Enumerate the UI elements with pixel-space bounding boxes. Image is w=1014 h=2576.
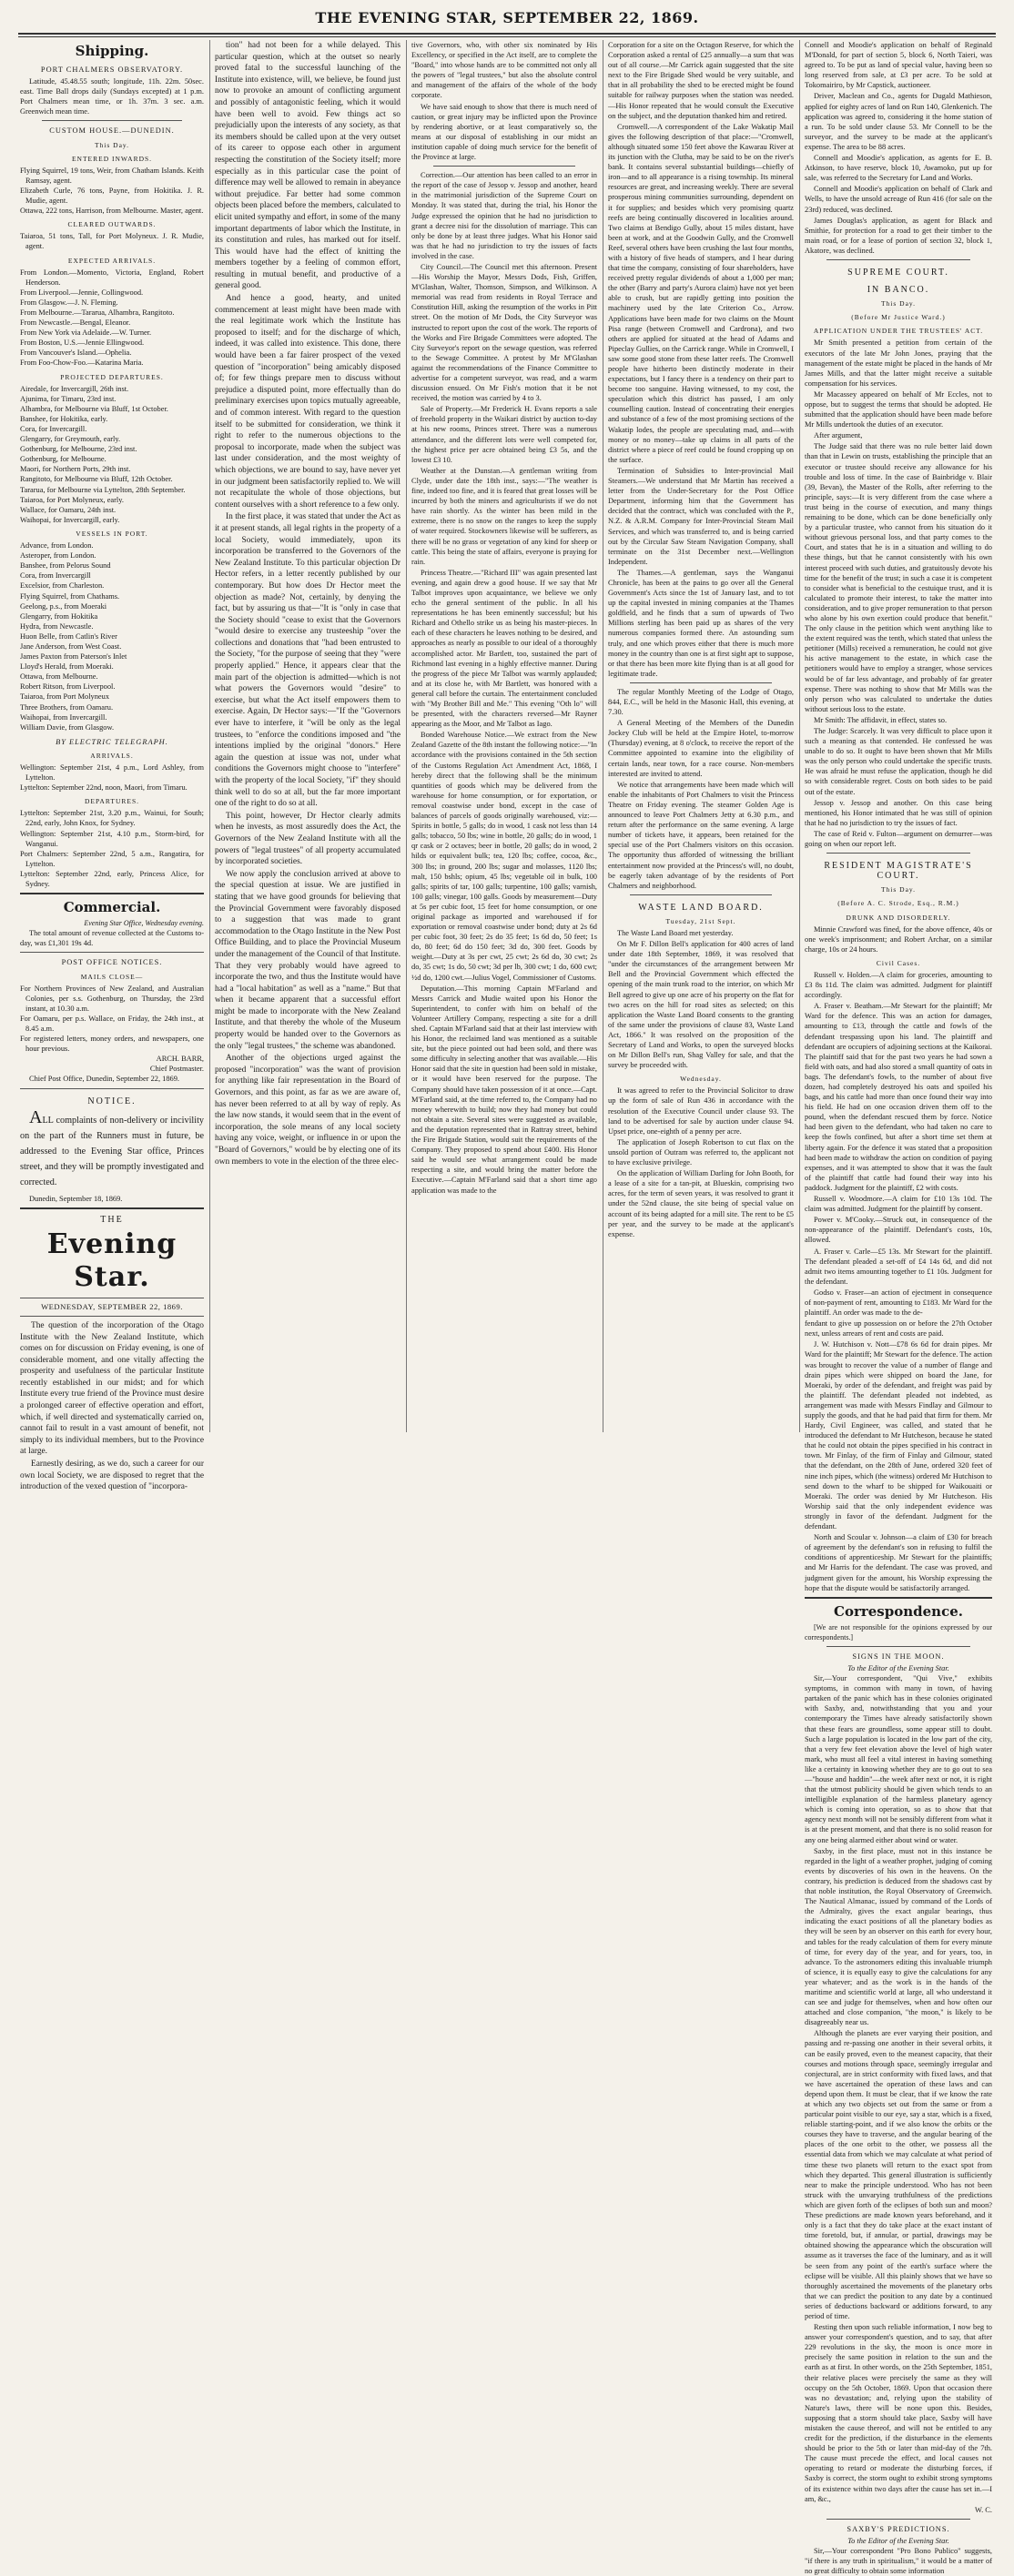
- divider: [20, 1316, 204, 1317]
- news-item-continued: Corporation for a site on the Octagon Reserve, for which the Corporation asked a rental of £25 annually—a sum that was out of all course.—Mr Carrick again suggested that the site next to the Fire Brigade Shed would be very suitable, and that in all probability the shed to be erected might be found suitable for railway purposes when the station was needed.—His Honor repeated that he would consult the Executive on the subject, and the deputation thanked him and retired.: [608, 41, 794, 120]
- letter-addressee: To the Editor of the Evening Star.: [847, 2536, 949, 2545]
- waste-land-paragraph: The application of Joseph Robertson to cut flax on the unsold portion of Outram was referred to, the applicant not to have exclusive privilege.: [608, 1137, 794, 1167]
- news-item-deputation: Deputation.—This morning Captain M'Farland and Messrs Carrick and Mudie waited upon his Honor the Superintendent, to confer with him on behalf of the Volunteer Artillery Company, respecting a site for a drill shed. Captain M'Farland said that at their last interview with his Honor, the reclaimed land was mentioned as a suitable site, but the piece pointed out had been sold, and there was some difficulty in selecting another that was available.—His Honor said that the site in question had been sold in mistake, or it would have been reserved for the purpose. The Company should have taken possession of it at once.—Capt. M'Farland said, at the time referred to, the Company had no money wherewith to build; now they had money but could not obtain a site. Several sites were suggested as available, and the deputation represented that in Rattray street, behind the Fire Brigade Station, would suit the requirements of the Company. They proposed to spend about £400. His Honor said he would see what arrangement could be made respecting a site, and would bring the matter before the Executive.—Captain M'Farland said that a short time ago application was made to the: [411, 984, 597, 1195]
- news-item-thames: The Thames.—A gentleman, says the Wanganui Chronicle, has been at the pains to go over all the General Government's Acts since the 1st of January last, and to tot up the capital invested in mining companies at the Thames goldfield, and he finds that a sum of upwards of Two Millions sterling has been paid up as shares of the very numerous companies formed there. An astounding sum truly, and one which proves either that there is much more money in the country than one is at first sight apt to suppose, or that there has been more kite flying than is at all good for legitimate trade.: [608, 568, 794, 678]
- waste-land-paragraph: It was agreed to refer to the Provincial Solicitor to draw up the form of sale of Run 436 in accordance with the resolution of the Executive Council under clause 93. The land to be advertised for sale by auction under clause 94. Upset price, one-eighth of a penny per acre.: [608, 1086, 794, 1136]
- rm-before: (Before A. C. Strode, Esq., R.M.): [837, 899, 959, 908]
- commercial-text: The total amount of revenue collected at the Customs to-day, was £1,301 19s 4d.: [20, 929, 204, 948]
- postmaster-name: ARCH. BARR,: [156, 1055, 204, 1064]
- observatory-heading: PORT CHALMERS OBSERVATORY.: [40, 66, 184, 74]
- post-office-date: Chief Post Office, Dunedin, September 22, 1869.: [29, 1075, 179, 1084]
- divider: [20, 952, 204, 953]
- list-item: Alhambra, for Melbourne via Bluff, 1st October.: [20, 404, 168, 413]
- news-item-weather: Weather at the Dunstan.—A gentleman writing from Clyde, under date the 18th inst., says:—"The weather is fine, indeed too fine, and it is feared that great losses will be incurred by both the miners and agriculturists if we do not have rain shortly. As the winter has been mild in the extreme, there is no snow on the ranges to keep the supply of water required. Stockowners likewise will be sufferers, as there will be no grass or vegetation of any kind for sheep or cattle. This being the state of affairs, everyone is praying for rain.: [411, 466, 597, 566]
- court-paragraph: Mr Smith: The affidavit, in effect, states so.: [814, 715, 948, 724]
- list-item: Ottawa, from Melbourne.: [20, 672, 98, 682]
- list-item: Rangitoto, for Melbourne via Bluff, 12th October.: [20, 475, 173, 484]
- rm-paragraph: J. W. Hutchison v. Nott—£78 6s 6d for drain pipes. Mr Ward for the plaintiff; Mr Stewart for the defence. The action was brought to recover the value of a number of flange and drain pipes which were shipped on board the Jane, for Moeraki, by order of the defendant, and freight was paid by the plaintiff. The defendant pleaded not indebted, as arrangement was made with Messrs Findlay and Gilmour to supply the goods, and that he had paid that firm for them. Mr Hardy, Civil Engineer, was called, and stated that he introduced the defendant to Mr Hutcheson, because he stated that he could not obtain the pipes specified in his contract in town. Mr Finlay, of the firm of Finlay and Gilmour, stated that the defendant, on the 28th of June, ordered 320 feet of nine inch pipes, which (the witness) ordered Mr Hutchison to send down to the wharf to be shipped for Waikouaiti or Moeraki. The order was denied by Mr Hutcheson. His Worship said that the only independent evidence was strongly in favor of the defendant. Judgment for the defendant.: [805, 1340, 992, 1531]
- cleared-list: [20, 231, 204, 251]
- postmaster-title: Chief Postmaster.: [149, 1065, 204, 1074]
- rm-paragraph: Russell v. Woodmore.—A claim for £10 13s 10d. The claim was admitted. Judgment for the plaintiff by consent.: [805, 1195, 992, 1214]
- list-item: Asteroper, from London.: [20, 551, 96, 561]
- rm-paragraph: A. Fraser v. Beatham.—Mr Stewart for the plaintiff; Mr Ward for the defence. This was an action for damages, amounting to £13, through the cattle and fowls of the defendant trespassing upon his land. The plaintiff and defendant are occupiers of adjoining sections at the Kaikorai. The plaintiff said that for the past two years he had sown a field with oats, and had also stored a small quantity of oats in bags. The defendant's fowls, to the number of about five dozen, had completely destroyed his oats and spoiled his bags, and his cattle had more than once found their way into his field. He had on one occasion driven them off to the pound, when the defendant rescued them by force. Notice had been given to the defendant, who had taken no care to keep the fowls confined, but after a short time set them at liberty again. For the defence it was stated that a proposition had been made to withdraw the action on condition of paying expenses, and it was attempted to show that it was the fault of the plaintiff that cattle had found their way into his paddock. Judgment for the plaintiff, £2 with costs.: [805, 1002, 992, 1192]
- divider: [42, 120, 182, 121]
- letter-paragraph: Sir,—Your correspondent, "Qui Vive," exhibits symptoms, in common with many in town, of having partaken of the panic which has in these colonies originated with Saxby, and, notwithstanding that you and your contemporary the Times have already satisfactorily shown that these fears are groundless, some appear still to doubt. Such a large population is located in the low part of the city, that a very few feet elevation above the level of high water mark, who must all feel a vital interest in having something like a certainty in knowing whether they are to go out to sea—"house and haddin"—the week after next or not, it is right that the utmost publicity should be given which tends to an intelligible explanation of the harmless planetary agency which is coming into operation, so as to show that that agency next month will not be sensibly different from what it is at the present moment, and that there is no solid reason for any one being alarmed either about wind or water.: [805, 1674, 992, 1844]
- list-item: William Davie, from Glasgow.: [20, 722, 115, 732]
- customs-heading: CUSTOM HOUSE.—DUNEDIN.: [49, 126, 175, 136]
- list-item: Elizabeth Curle, 76 tons, Payne, from Hokitika. J. R. Mudie, agent.: [20, 186, 204, 206]
- leader-paragraph: We now apply the conclusion arrived at above to the special question at issue. We are justified in stating that we have good grounds for believing that the Provincial Government were favorably disposed to a suggestion that was made to grant accommodation to the Otago Institute in the New Post Office Building, and to place the Provincial Museum under the management of the Council of that Institute. That they very probably would have agreed to incorporate the two, and thus the Institute would have had a "local habitation" as well as a "name." But that when it became apparent that a successful effort might be made to incorporate with the New Zealand Institute, and that thereby the whole of the Museum property would be handed over to the Governors as the only "legal trustees," the scheme was abandoned.: [215, 869, 401, 1051]
- entered-list: [20, 166, 204, 216]
- list-item: Hydra, from Newcastle.: [20, 621, 94, 631]
- list-item: Advance, from London.: [20, 541, 94, 551]
- leader-paragraph: tive Governors, who, with other six nominated by His Excellency, or specified in the Act itself, are to complete the "Board," into whose hands are to be committed not only all the powers of "legal trustees," but also the absolute control and management of the affairs of the whole of the body corporate.: [411, 41, 597, 100]
- news-item-port-chalmers: We notice that arrangements have been made which will enable the inhabitants of Port Chalmers to visit the Princess Theatre on Friday evening. The steamer Golden Age is announced to leave Port Chalmers Jetty at 6.30 p.m., and return after the performance on the same evening. A large number of tickets have, it appears, been retained for the special use of the Port Chalmers visitors on this occasion. The opportunity thus afforded of witnessing the brilliant entertainment now provided at the Princess's will, no doubt, be eagerly taken advantage of by the residents of Port Chalmers and neighborhood.: [608, 780, 794, 890]
- telegraph-heading: BY ELECTRIC TELEGRAPH.: [56, 737, 168, 746]
- cleared-heading: CLEARED OUTWARDS.: [67, 220, 157, 229]
- letter-paragraph: Resting then upon such reliable information, I now beg to answer your correspondent's question, and to say, that after 229 revolutions in the sky, the moon is once more in precisely the same position in relation to the sun and the earth as at first. In other words, on the 25th September, 1851, their relative places were precisely the same as they will occupy on the 5th October, 1869. Upon that occasion there was no devastation; and, relying upon the stability of Nature's laws, there will be none upon this. Besides, supposing that a storm should take place, Saxby will have mistaken the cause thereof, and will not be entitled to any credit for the prediction, if the disturbance in the elements should be prior to the 5th or later than mid-day of the 7th. The cause must precede the effect, and local causes not operating to retard or moderate the disturbing forces, if Saxby is correct, the storm ought to exhibit strong symptoms of its existence within two days after the cause has set in.—I am, &c.,: [805, 2323, 992, 2503]
- correspondence-heading: Correspondence.: [834, 1602, 963, 1620]
- column-2: [215, 40, 401, 1432]
- list-item: Banshee, from Pelorus Sound: [20, 561, 111, 571]
- list-item: James Paxton from Paterson's Inlet: [20, 652, 127, 662]
- waste-land-day: Wednesday.: [680, 1075, 722, 1084]
- list-item: Gothenburg, for Melbourne.: [20, 455, 106, 464]
- tel-departures-heading: DEPARTURES.: [84, 797, 140, 806]
- column-divider: [406, 40, 407, 1432]
- waste-land-paragraph: The Waste Land Board met yesterday.: [617, 928, 734, 937]
- list-item: For Oamaru, per p.s. Wallace, on Friday, the 24th inst., at 8.45 a.m.: [20, 1014, 204, 1033]
- court-day: This Day.: [880, 299, 917, 308]
- list-item: Ottawa, 222 tons, Harrison, from Melbourne. Master, agent.: [20, 207, 204, 216]
- list-item: From New York via Adelaide.—W. Turner.: [20, 328, 152, 338]
- list-item: Flying Squirrel, from Chathams.: [20, 591, 120, 601]
- leader-paragraph: This point, however, Dr Hector clearly admits when he invests, as most assuredly does the Act, the Governors of the New Zealand Institute with all the powers of "legal trustees" of all property accumulated by incorporated societies.: [215, 811, 401, 867]
- mails-heading: MAILS CLOSE—: [80, 972, 144, 981]
- divider: [20, 1207, 204, 1209]
- news-item-theatre: Princess Theatre.—"Richard III" was again presented last evening, and again drew a good house. If we say that Mr Talbot improves upon acquaintance, we believe we only echo the general sentiment of the public. In all his representations he has been eminently successful; but his Richard and Othello strike us as being his master-pieces. In each of these characters he leaves nothing to be desired, and approaches as nearly as possible to our ideal of a thoroughly accomplished actor. Mr Bartlett, too, sustained the part of Richmond last evening in a highly effective manner. During the progress of the piece Mr Talbot was warmly applauded; and at its close he, with Mr Bartlett, was honored with a general call before the curtain. The entertainment concluded with "My Brother Bill and Me." This evening "Oth lo" will be presented, with the characters reversed—Mr Rayner appearing as the Moor, and Mr Talbot as Iago.: [411, 568, 597, 729]
- post-office-heading: POST OFFICE NOTICES.: [61, 958, 163, 967]
- correspondence-disclaimer: [We are not responsible for the opinions expressed by our correspondents.]: [805, 1622, 992, 1642]
- list-item: Waihopai, from Invercargill.: [20, 712, 107, 722]
- civil-cases-heading: Civil Cases.: [876, 958, 921, 967]
- list-item: Robert Ritson, from Liverpool.: [20, 682, 116, 692]
- entered-heading: ENTERED INWARDS.: [71, 154, 153, 163]
- notice-date: Dunedin, September 18, 1869.: [29, 1194, 123, 1203]
- court-paragraph: Jessop v. Jessop and another. On this case being mentioned, his Honor intimated that he was still of opinion that he had no jurisdiction to try the issues of fact.: [805, 798, 992, 827]
- column-divider: [209, 40, 210, 1432]
- waste-land-paragraph: On the application of William Darling for John Booth, for a lease of a site for a tan-pit, at Blueskin, comprising two acres, for the term of seven years, it was resolved to grant it under the 52nd clause, the site being of special value on account of its being adapted for a mill site. The rent to be £5 per year, and the survey to be made at the applicant's expense.: [608, 1169, 794, 1238]
- list-item: Gothenburg, for Melbourne, 23rd inst.: [20, 445, 137, 454]
- list-item: Excelsior, from Charleston.: [20, 581, 105, 591]
- supreme-court-heading: SUPREME COURT.: [847, 267, 949, 278]
- rm-day: This Day.: [880, 885, 917, 894]
- column-5: [805, 40, 992, 2576]
- divider: [826, 2519, 970, 2520]
- list-item: Wallace, for Oamaru, 24th inst.: [20, 505, 117, 514]
- leader-paragraph: Another of the objections urged against the proposed "incorporation" was the want of provision for anything like fair representation in the Board of Governors, and this point, as far as we are aware of, has never been referred to at all by way of reply. As the law now stands, it would seem that in the event of incorporation, the sole means of any local society having any voice, weight, or influence in or upon the "Board of Governors," would be by electing one of its own members to vote in the election of the three elec-: [215, 1054, 401, 1167]
- list-item: Lyttelton: September 21st, 3.20 p.m., Wainui, for South; 22nd, early, John Knox, for Sydney.: [20, 809, 204, 828]
- signs-in-moon-heading: SIGNS IN THE MOON.: [852, 1652, 945, 1661]
- letter-paragraph: Although the planets are ever varying their position, and passing and re-passing one another in their several orbits, it can be easily proved, even to the meanest capacity, that their courses and motions through space, seemingly irregular and conjectural, are in strict conformity with fixed laws, and that we have ascertained the operation of these laws and can depend upon them. It must be clear, that if we know the rate at which any two objects set out from the same or from a particular point visible to our eye, say a star, which is a fixed, reliable starting-point, and if we also know the orbits or the courses they have to traverse, and the angular bearing of the places of the one orbit to the other, we possess all the essential data from which we may calculate at what period of time these two planets will return to the exact spot from which they departed. This general illustration is sufficiently near to make the principle understood. Who has not been struck with the unvarying truthfulness of the predictions which are given forth of the eclipses of both sun and moon? These predictions are made known years beforehand, and it only is a fact that they do take place at the exact instant of time foretold, but, if annular, or partial, drawings may be obtained showing the appearance which the obscuration will assume as it traverses the face of the luminary, and as it will be seen from any point of the earth's surface where the eclipse will be visible. All this plainly shows that we have so thoroughly ascertained the movements of the planetary orbs that we can predict the position to any date by a continued series of deductions backward or additions forward, to any period of time.: [805, 2029, 992, 2320]
- list-item: From Melbourne.—Tararua, Alhambra, Rangitoto.: [20, 308, 175, 317]
- list-item: Three Brothers, from Oamaru.: [20, 702, 114, 712]
- list-item: For Northern Provinces of New Zealand, and Australian Colonies, per s.s. Gothenburg, on Thursday, the 23rd instant, at 10.30 a.m.: [20, 984, 204, 1013]
- list-item: Taiaroa, for Port Molyneux, early.: [20, 495, 124, 504]
- rm-paragraph: Russell v. Holden.—A claim for groceries, amounting to £3 8s 11d. The claim was admitted. Judgment for plaintiff accordingly.: [805, 970, 992, 1000]
- list-item: Geelong, p.s., from Moeraki: [20, 601, 107, 611]
- letter-paragraph: Sir,—Your correspondent "Pro Bono Publico" suggests, "if there is any truth in spiritualism," it would be a matter of no great difficulty to obtain some information: [805, 2547, 992, 2576]
- list-item: Flying Squirrel, 19 tons, Weir, from Chatham Islands. Keith Ramsay, agent.: [20, 166, 204, 185]
- evening-star-title: Evening Star.: [46, 1227, 177, 1293]
- news-item-mail-steamers: Termination of Subsidies to Inter-provincial Mail Steamers.—We understand that Mr Martin has received a letter from the Under-Secretary for the Post Office Department, informing him that the Government has decided that the contract, which was concluded with the P., N.Z. & A.R.M. Company for Inter-Provincial Steam Mail Services, and which was transferred to, and is being carried out by the Circular Saw Steam Navigation Company, shall terminate on the 31st December next.—Wellington Independent.: [608, 466, 794, 566]
- notice-text: ALL complaints of non-delivery or incivility on the part of the Runners must in future, be addressed to the Evening Star office, Princes street, and they will be promptly investigated and corrected.: [20, 1106, 204, 1187]
- court-before: (Before Mr Justice Ward.): [851, 313, 946, 322]
- divider: [630, 894, 772, 895]
- waste-land-heading: WASTE LAND BOARD.: [638, 902, 764, 913]
- leader-paragraph: The question of the incorporation of the Otago Institute with the New Zealand Institute, which comes on for discussion on Friday evening, is one of considerable moment, and one vitally affecting the prosperity and usefulness of the particular Institute recently established in our midst; and for which Institute every true friend of the Province must desire a prolonged career of effective operation and effort, which, if well directed and systematically carried on, cannot fail to result in a vast amount of benefit, not simply to its individual members, but to the Province at large.: [20, 1320, 204, 1457]
- list-item: Glengarry, for Greymouth, early.: [20, 435, 121, 444]
- waste-land-paragraph: On Mr F. Dillon Bell's application for 400 acres of land under date 18th September, 1869, it was resolved that "under the circumstances of the arrangement between Mr Bell and the Provincial Government which effected the opening of the main trunk road to the interior, on which Mr Bell agreed to give up one acre of his property on the flat for two acres on the hill for road sites as selected; on this application the Waste Land Board consents to the granting of the same under the provisions of clause 83, Waste Land Act, 1866." It was resolved on the proposition of the Secretary of Land and Works, to open the surveyed blocks on Mr Dillon Bell's run, Shag Valley for sale, and that the survey be proceeded with.: [608, 940, 794, 1070]
- saxby-heading: SAXBY'S PREDICTIONS.: [847, 2524, 950, 2533]
- projected-heading: PROJECTED DEPARTURES.: [60, 372, 164, 381]
- leader-paragraph: Earnestly desiring, as we do, such a career for our own local Society, we are disposed to regret that the introduction of the vexed question of "incorpora-: [20, 1460, 204, 1492]
- list-item: Port Chalmers: September 22nd, 5 a.m., Rangatira, for Lyttelton.: [20, 849, 204, 868]
- leader-paragraph: We have said enough to show that there is much need of caution, or great injury may be inflicted upon the Province by rendering abortive, or at least comparatively so, the means at our disposal of establishing in our midst an institution capable of doing much service for the benefit of the Province at large.: [411, 102, 597, 162]
- news-item-bonded-warehouse: Bonded Warehouse Notice.—We extract from the New Zealand Gazette of the 8th instant the following notice:—"In accordance with the provisions contained in the 5th section of the Customs Regulation Act Amendment Act, 1868, I hereby direct that the following shall be the minimum quantities of goods which may be delivered from the warehouse for home consumption, or for exportation, or removal coastwise under bond, except in the case of balances of parcels of goods originally warehoused, viz:—Spirits in bottle, 5 galls; do in wood, 1 cask not less than 14 galls; tobacco, 50 lbs; wine in bottle, 20 galls; do in wood, 1 qr cask or 2 octaves; beer in bottle, 20 galls; do in wood, 2 hilds or equivalent bulk; tea, 120 lbs; coffee, cocoa, &c., 300 lbs; in ground, 200 lbs; sugar and molasses, 1120 lbs; malt, 150 bshls; opium, 45 lbs; vegetable oil in bulk, 100 galls; spirits of tar, 100 galls; turpentine, 100 galls; varnish, 100 galls; vinegar, 100 galls. Goods by measurement—Duty at 5s per cubic foot, 15 feet for home consumption, or one original package as imported and warehoused if for exportation or removal coastwise under bond; duty at 2s 6d per cubic foot, 30 feet; 2s do 35 feet; 1s 6d do, 50 feet; 1s do, 80 feet; 6d do 150 feet; 3d do, 300 feet. Goods by weight.—Duty at 3s per cwt, 25 cwt; 2s 6d do, 30 cwt; 2s do, 35 cwt; 1s do, 50 cwt; 3d per lb, 300 cwt; 1 do, 600 cwt; ½d do, 1200 cwt.—Julius Vogel, Commissioner of Customs.: [411, 731, 597, 982]
- tel-arrivals-heading: ARRIVALS.: [90, 751, 134, 760]
- waste-land-paragraph: Driver, Maclean and Co., agents for Dugald Mathieson, applied for eighty acres of land on Run 140, Glenkenich. The application was agreed to, considering it the home station of a run. To be sold under clause 53. Mr Connell to be the surveyor, and the survey to be made at the applicant's expense. The area to be 88 acres.: [805, 92, 992, 151]
- list-item: Huon Belle, from Catlin's River: [20, 631, 117, 641]
- in-banco-heading: IN BANCO.: [867, 285, 930, 296]
- divider: [826, 259, 970, 260]
- column-4: [608, 40, 794, 1432]
- list-item: Glengarry, from Hokitika: [20, 611, 98, 621]
- rm-court-heading: RESIDENT MAGISTRATE'S COURT.: [824, 861, 973, 882]
- rm-paragraph: North and Scoular v. Johnson—a claim of £30 for breach of agreement by the defendant's son in refusing to fulfil the conditions of apprenticeship. Mr Stewart for the plaintiffs; and Mr Harris for the defendant. The case was proved, and judgment given for the amount, his Worship expressing the hope that the dispute would be satisfactorily arranged.: [805, 1533, 992, 1592]
- court-paragraph: Mr Macassey appeared on behalf of Mr Eccles, not to oppose, but to suggest the terms that should be adopted. He submitted that the application should have been made before Mr Mills undertook the duties of an executor.: [805, 389, 992, 429]
- list-item: From Vancouver's Island.—Ophelia.: [20, 349, 132, 358]
- this-day-label: This Day.: [94, 140, 130, 149]
- rm-paragraph: Minnie Crawford was fined, for the above offence, 40s or one week's imprisonment; and Robert Archar, on a similar charge, 10s or 24 hours.: [805, 924, 992, 954]
- news-item-lodge: The regular Monthly Meeting of the Lodge of Otago, 844, E.C., will be held in the Masonic Hall, this evening, at 7.30.: [608, 687, 794, 717]
- star-the: THE: [100, 1214, 124, 1225]
- waste-land-paragraph: Connell and Moodie's application on behalf of Reginald M'Donald, for part of section 5, block 6, North Taieri, was agreed to. To be put as land of special value, having been so long reserved from sale, at £3 per acre. To be sold at Tokomairiro, by Mr Capstick, auctioneer.: [805, 41, 992, 90]
- commercial-office: Evening Star Office, Wednesday evening.: [84, 919, 204, 928]
- news-item-cromwell: Cromwell.—A correspondent of the Lake Wakatip Mail gives the following description of that place:—"Cromwell, although situated some 150 feet above the Kawarau River at its junction with the Clutha, may be said to be on the river's bank. It contains several substantial buildings—chiefly of iron—and to all appearance is a rising township. Its mineral resources are great, and increasing weekly. There are several prosperous mining communities surrounding, dependent on it for supplies; and besides which very promising quartz reefs are being continually discovered in localities around. Two claims at Bendigo Gully, about 15 miles distant, have been at work, and at the Goodwin Gully, and the Cromwell Reef, several others have been crushing the last four months, with a history of five heads of stampers, and I hear during that time the company, consisting of four shareholders, have received pretty regular dividends of about a 1,000 per man; the other (Barry and party's Aurora claim) have not yet been able to crush, but are rapidly getting into position the machinery used by the late Criterion Co., Arrow. Applications have been made for two claims on the Mount Pisa range (between Cromwell and Cardrona), and two others are applied for situated at the head of Adams and Pipeclay Gullies, on the Carrick range. While in Cromwell, I saw some good stone from these latter reefs. The Cromwell people have hitherto been distinctly moderate in their expectations, but I fancy there is a tendency on their part to become too sanguine. Having witnessed, to my cost, the speculation which this district has passed, I am only counselling caution. Instead of concentrating their energies and substance of a few of the most promising sections of the Wakatip lodes, the people are speculating mad, and—with money or no money—take up claims in all parts of the district where a piece of reef could be found cropping up on the surface.: [608, 122, 794, 464]
- letter-paragraph: Saxby, in the first place, must not in this instance be regarded in the light of a weather prophet, judging of coming events by discoveries of his own in the heavens. On the contrary, his prediction is deduced from the shadows cast by that noble institution, the Royal Observatory of Greenwich. The Nautical Almanac, issued by command of the Lords of the Admiralty, gives the exact angular bearings, thus indicating the exact positions of all the planetary bodies as they will be seen by an observer on this earth for every hour, and tables for the ready calculation of them for every minute of time, for every day of the year, and for years, too, in advance. To the astronomers editing this invaluable triumph of science, it is equally easy to give the calculations for any year whatever; and as the work is in the hands of the maritime and scientific world at large, all who understand it can see and judge for themselves, when and how often our attached and close companion, "the moon," is likely to be disagreeably near us.: [805, 1846, 992, 2027]
- list-item: Lyttelton: September 22nd, early, Princess Alice, for Sydney.: [20, 869, 204, 889]
- list-item: From Glasgow.—J. N. Fleming.: [20, 298, 118, 307]
- masthead-rule: [18, 33, 996, 37]
- divider: [433, 166, 575, 167]
- letter-signature: W. C.: [974, 2505, 992, 2514]
- leader-paragraph: In the first place, it was stated that under the Act as it at present stands, all legal rights in the property of a local Society, would immediately, upon its incorporation be transferred to the Governors of the New Zealand Institute. To this particular objection Dr Hector refers, in a letter recently published by our contemporary. But how does Dr Hector meet the objection as made? Not, certainly, by denying the fact, but by assuring us that—"It is "only in case that the Society should "cease to exist that the Governors "would desire to exercise any trusteeship "over the collections and donations that "had been entrusted to the Society, "for the purpose of seeing that they "were properly applied." Hence, it appears clear that the main part of the objection is admitted—which is not what powers the Governors would "desire" to exercise, but what the Act itself empowers them to exercise. Again, Dr Hector says:—"If the "Governors ever have to interfere, it "will be only as the legal trustees, to "enforce the conditions imposed and "the intentions implied by the original "donors." Here again the question at issue was not, under what conditions the Governors might choose to "interfere" with the property of the local Society, "if" they should think well to do so at all, but the far more important one of the right to do so at all.: [215, 512, 401, 809]
- list-item: From Newcastle.—Bengal, Eleanor.: [20, 318, 131, 328]
- divider: [826, 853, 970, 854]
- column-divider: [799, 40, 800, 1432]
- list-item: Lyttelton: September 22nd, noon, Maori, from Timaru.: [20, 783, 188, 793]
- news-item-jockey-club: A General Meeting of the Members of the Dunedin Jockey Club will be held at the Empire Hotel, to-morrow (Thursday) evening, at 8 o'clock, to receive the report of the Committee appointed to examine into the eligibility of certain lands, near town, for a race course. Non-members interested are invited to attend.: [608, 719, 794, 778]
- list-item: From Liverpool.—Jennie, Collingwood.: [20, 288, 144, 297]
- list-item: Wellington: September 21st, 4 p.m., Lord Ashley, from Lyttelton.: [20, 763, 204, 783]
- vessels-list: [20, 540, 204, 732]
- news-item-city-council: City Council.—The Council met this afternoon. Present—His Worship the Mayor, Messrs Dods, Fish, Griffen, M'Glashan, Walter, Thomson, Simpson, and Wilkinson. A memorial was read from residents in Royal Terrace and Constitution Hill, asking the resumption of the works in Pitt street. On the motion of Mr Dods, the City Surveyor was instructed to report upon the cost of the work. The reports of the Works and Fire Brigade Committees were adopted. The City Surveyor's report on the sewage question, was referred to the Sewage Committee. A protest by Mr M'Glashan against the recommendations of the Finance Committee to advertise for a competent surveyor, was read, and a warm discussion ensued. On Mr Fish's motion that it be not received, the motion was carried by 4 to 3.: [411, 262, 597, 403]
- court-paragraph: After argument,: [814, 431, 863, 440]
- list-item: Tararua, for Melbourne via Lyttelton, 28th September.: [20, 485, 186, 494]
- news-item-correction: Correction.—Our attention has been called to an error in the report of the case of Jessop v. Jessop and another, heard in the matrimonial jurisdiction of the Supreme Court on Monday. It was stated that, during the trial, his Honor the Judge expressed the opinion that he had no jurisdiction to grant a decree nisi for the dissolution of marriage. This can only be done by at least three judges. What his Honor said was that he had no jurisdiction to try the issues of facts involved in the case.: [411, 171, 597, 260]
- news-item-sale-of-property: Sale of Property.—Mr Frederick H. Evans reports a sale of freehold property in the Waikari district by auction to-day at his new rooms, Princes street. There was a numerous attendance, and the different lots were well competed for, the highest price per acre obtained being £3 5s, and the lowest £3 10.: [411, 405, 597, 464]
- trustees-act-heading: APPLICATION UNDER THE TRUSTEES' ACT.: [813, 327, 984, 336]
- leader-article: [20, 1320, 204, 1493]
- rm-paragraph: fendant to give up possession on or before the 27th October next, unless arrears of rent and costs are paid.: [805, 1319, 992, 1339]
- leader-paragraph: tion" had not been for a while delayed. This particular question, which at the outset so nearly proved fatal to the successful launching of the Institute into existence, will, we believe, be found just now to provoke an amount of conflicting argument and possibly of antagonistic feeling, which it would have been well to avoid. Few things act so prejudicially upon the interests of any society, as that its members should be called upon at the very outset of its career to oppose each other in argument respecting the constitution of the Society itself; more especially as in this particular case the point of difference may well be allowed to remain in abeyance without prejudice. Far better had some common objects been placed before the members, calculated to elicit united sympathy and effort, in some of the many important departments of labor which the Institute, in its constitution and rules, has marked out for itself. This would have had the effect of knitting the members together by a feeling of common effort, resulting in mutual benefit, and productive of a general good.: [215, 41, 401, 291]
- page-masthead: THE EVENING STAR, SEPTEMBER 22, 1869.: [315, 9, 699, 26]
- letter-addressee: To the Editor of the Evening Star.: [847, 1663, 949, 1672]
- observatory-text: Latitude, 45.48.55 south; longitude, 11h. 22m. 50sec. east. Time Ball drops daily (Sundays excepted) at 1 p.m. Port Chalmers mean time, or 1h. 37m. 3 sec. a.m. Greenwich mean time.: [20, 77, 204, 116]
- list-item: Taiaroa, from Port Molyneux: [20, 692, 110, 702]
- list-item: Airedale, for Invercargill, 26th inst.: [20, 384, 129, 393]
- list-item: From Boston, U.S.—Jennie Ellingwood.: [20, 338, 145, 348]
- tel-arrivals-list: [20, 763, 204, 793]
- mails-list: [20, 984, 204, 1055]
- divider: [20, 1088, 204, 1089]
- divider: [630, 682, 772, 683]
- column-3: [411, 40, 597, 1432]
- rm-paragraph: Power v. M'Cooky.—Struck out, in consequence of the non-appearance of the plaintiff. Defendant's costs, 10s, allowed.: [805, 1216, 992, 1245]
- waste-land-day: Tuesday, 21st Sept.: [665, 916, 736, 925]
- list-item: Cora, for Invercargill.: [20, 425, 87, 433]
- list-item: Wellington: September 21st, 4.10 p.m., Storm-bird, for Wanganui.: [20, 829, 204, 848]
- expected-heading: EXPECTED ARRIVALS.: [67, 256, 157, 265]
- column-1: [20, 40, 204, 1492]
- list-item: Cora, from Invercargill: [20, 571, 91, 581]
- list-item: Ajunima, for Timaru, 23rd inst.: [20, 394, 117, 403]
- notice-heading: NOTICE.: [87, 1096, 137, 1106]
- court-paragraph: The case of Reid v. Fulton—argument on demurrer—was going on when our report left.: [805, 829, 992, 849]
- list-item: From Foo-Chow-Foo.—Katarina Maria.: [20, 359, 144, 368]
- issue-date: WEDNESDAY, SEPTEMBER 22, 1869.: [41, 1301, 183, 1311]
- tel-departures-list: [20, 808, 204, 889]
- list-item: Lloyd's Herald, from Moeraki.: [20, 662, 114, 672]
- commercial-heading: Commercial.: [63, 899, 161, 916]
- waste-land-paragraph: James Douglas's application, as agent for Black and Smithie, for protection for a road to get their timber to the main road, or for a lease of portion of section 32, block 1, Akatore, was declined.: [805, 216, 992, 255]
- shipping-heading: Shipping.: [75, 43, 149, 59]
- divider: [805, 1597, 992, 1599]
- projected-list: [20, 384, 204, 525]
- divider: [20, 893, 204, 894]
- drunk-heading: DRUNK AND DISORDERLY.: [846, 913, 951, 922]
- court-paragraph: The Judge: Scarcely. It was very difficult to place upon it such a meaning as that contended. He confessed he was unable to do so. It ought to have been shown that Mr Mills was the only person who could undertake the specific trusts. He was afraid he must refuse the application, though he did so with considerable regret. Costs on both sides to be paid out of the estate.: [805, 727, 992, 796]
- court-paragraph: Mr Smith presented a petition from certain of the executors of the late Mr John Jones, praying that the management of the estate might be placed in the hands of Mr James Mills, and that the latter might receive a suitable compensation for his services.: [805, 338, 992, 388]
- list-item: Taiaroa, 51 tons, Tall, for Port Molyneux. J. R. Mudie, agent.: [20, 232, 204, 251]
- list-item: From London.—Momento, Victoria, England, Robert Henderson.: [20, 268, 204, 287]
- list-item: For registered letters, money orders, and newspapers, one hour previous.: [20, 1035, 204, 1054]
- rm-paragraph: A. Fraser v. Carle—£5 13s. Mr Stewart for the plaintiff. The defendant pleaded a set-off of £4 14s 6d, and did not admit two items amounting together to £1 10s. Judgment for the defendant.: [805, 1247, 992, 1286]
- divider: [826, 1646, 970, 1647]
- list-item: Jane Anderson, from West Coast.: [20, 641, 122, 651]
- waste-land-paragraph: Connell and Moodie's application, as agents for E. B. Atkinson, to have reserve, block 10, Awamoko, put up for sale, was referred to the Secretary for Land and Works.: [805, 154, 992, 183]
- list-item: Waihopai, for Invercargill, early.: [20, 515, 120, 524]
- list-item: Banshee, for Hokitika, early.: [20, 414, 108, 423]
- rm-paragraph: Godso v. Fraser—an action of ejectment in consequence of non-payment of rent, amounting to £183. Mr Ward for the plaintiff. An order was made to the de-: [805, 1288, 992, 1318]
- list-item: Maori, for Northern Ports, 29th inst.: [20, 465, 131, 474]
- leader-paragraph: And hence a good, hearty, and united commencement at least might have been made with the real legitimate work which the Institute has proposed to itself; and for the discharge of which, indeed, it was called into existence. This done, there would have been a far fairer prospect of the vexed question of "incorporation" being amicably disposed of; for few things prepare men to discuss without prejudice a disputed point, more effectually than do preliminary exercises upon topics mutually agreeable, and of common interest. With regard to the question itself to be submitted for consideration, we think it right to refer to the numerous objections to the proposal to incorporate, made when the subject was last under consideration, and the most weighty of which objections, we are bound to say, have never yet in our judgment been satisfactorily replied to. We will not recapitulate the whole of those objections, but content ourselves with a short reference to a few only.: [215, 294, 401, 510]
- vessels-heading: VESSELS IN PORT.: [76, 529, 148, 538]
- waste-land-paragraph: Connell and Moodie's application on behalf of Clark and Wells, to have the unsold acreage of Run 416 (for sale on the 23rd) reduced, was declined.: [805, 185, 992, 214]
- court-paragraph: The Judge said that there was no rule better laid down than that in Lewin on trusts, establishing the principle that an executor or trustee should receive any allowance for his trouble and loss of time. In the case of Bainbridge v. Blair (39, Bevan), the Master of the Rolls, after referring to the principle, says:—It is very different from the case where a trust being in the course of execution, and many things remaining to be done, which can be done beneficially only by a particular trustee, who cannot from his situation do it without grievous personal loss, and that party comes to the Court, and states that he is in a situation and willing to do these things, but that he cannot consistently with his own interest proceed with such duties, and gratuitously devote his time for the benefit of the trust; in such a case it is competent to consider what is beneficial to the cestuique trust, and it is calculated to promote their interest, to take the matter into consideration, and to give proper remuneration to that person who alone by his own exertion could produce that benefit." The only clause in the petition which went anything like to the extent required was the tenth, which stated that unless the petitioner (Mills) received a remuneration, he could not give his active management to the estate, in which case the petitioners would have to employ a stranger, whose services would be of far less advantage, and probably of far greater expense. There was nothing to show that Mr Mills was the only person who was calculated to undertake the duties without serious loss to the estate.: [805, 442, 992, 713]
- expected-list: [20, 268, 204, 369]
